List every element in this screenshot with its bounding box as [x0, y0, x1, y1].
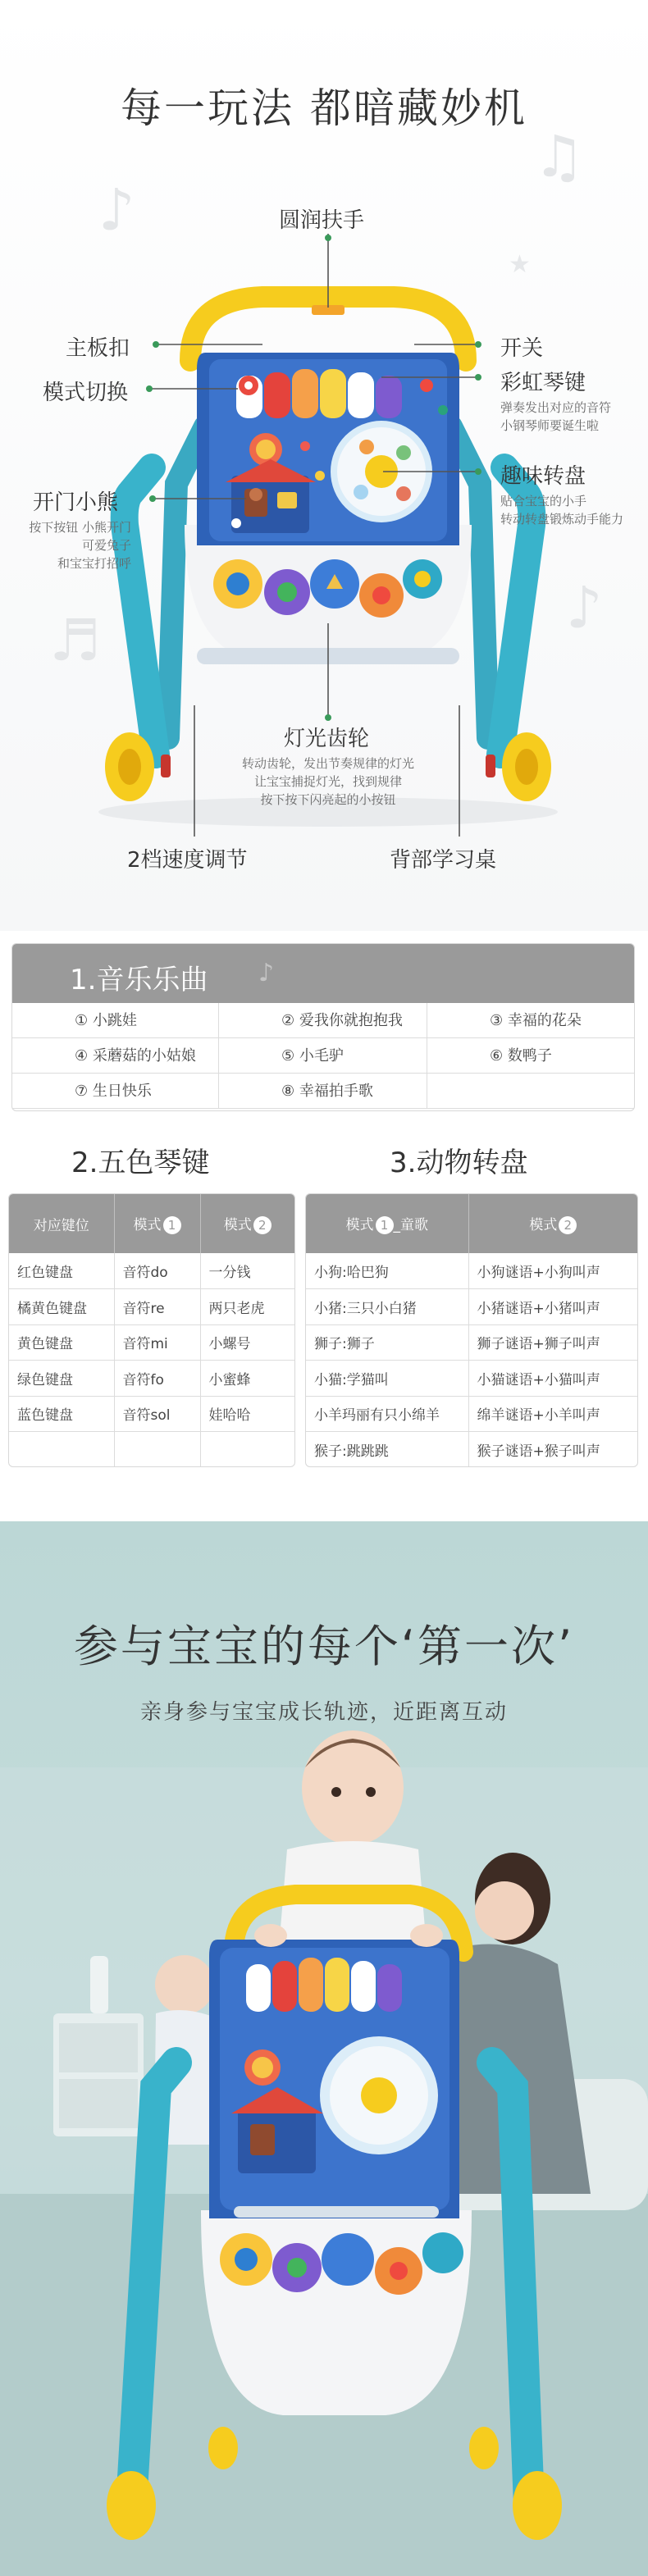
- family-scene-illustration: [0, 1521, 648, 2576]
- songs-grid: [12, 1003, 634, 1109]
- keys-table: [8, 1193, 295, 1467]
- feature-desc-turntable: 贴合宝宝的小手 转动转盘锻炼动手能力: [500, 494, 624, 527]
- keys-header-mode2: 模式 2: [200, 1194, 294, 1253]
- feature-desc-rainbow-keys: 弹奏发出对应的音符 小钢琴师要诞生啦: [500, 400, 612, 433]
- page-title: 每一玩法 都暗藏妙机: [121, 84, 527, 132]
- song-item: ⑥ 数鸭子: [427, 1038, 634, 1074]
- table-row: 小羊玛丽有只小绵羊 绵羊谜语+小羊叫声: [306, 1396, 637, 1432]
- feature-label-speed: 2档速度调节: [127, 848, 248, 873]
- family-title: 参与宝宝的每个‘第一次’: [73, 1621, 575, 1672]
- table-row: 狮子:狮子 狮子谜语+狮子叫声: [306, 1324, 637, 1361]
- song-item: ① 小跳娃: [12, 1003, 219, 1038]
- animals-title: 3.动物转盘: [390, 1147, 528, 1179]
- feature-label-main-buckle: 主板扣: [66, 336, 130, 361]
- table-row: 小猪:三只小白猪 小猪谜语+小猪叫声: [306, 1289, 637, 1325]
- music-note-icon: ♫: [533, 123, 585, 190]
- animals-table: [305, 1193, 638, 1467]
- song-item: ④ 采蘑菇的小姑娘: [12, 1038, 219, 1074]
- feature-desc-door-bear: 按下按钮 小熊开门 可爱兔子 和宝宝打招呼: [29, 520, 131, 571]
- feature-label-rainbow-keys: 彩虹琴键: [500, 371, 586, 395]
- song-item: ⑦ 生日快乐: [12, 1074, 219, 1109]
- music-note-icon: ♬: [49, 607, 101, 674]
- star-icon: ★: [492, 672, 514, 701]
- table-row: 蓝色键盘 音符sol 娃哈哈: [9, 1396, 294, 1432]
- family-subtitle: 亲身参与宝宝成长轨迹，近距离互动: [139, 1700, 508, 1725]
- feature-label-power: 开关: [500, 336, 544, 361]
- songs-table: [11, 943, 635, 1111]
- song-item: ② 爱我你就抱抱我: [219, 1003, 427, 1038]
- keys-header-key: 对应键位: [9, 1194, 114, 1253]
- feature-label-mode-switch: 模式切换: [43, 381, 129, 405]
- music-note-icon: ♪: [566, 574, 603, 641]
- star-icon: ★: [509, 250, 531, 279]
- table-row: 小猫:学猫叫 小猫谜语+小猫叫声: [306, 1361, 637, 1397]
- table-row: 猴子:跳跳跳 猴子谜语+猴子叫声: [306, 1432, 637, 1468]
- table-row: 小狗:哈巴狗 小狗谜语+小狗叫声: [306, 1253, 637, 1289]
- feature-label-turntable: 趣味转盘: [500, 464, 586, 489]
- music-note-icon: ♪: [98, 176, 135, 244]
- table-row: 绿色键盘 音符fo 小蜜蜂: [9, 1361, 294, 1397]
- specs-section: [0, 931, 648, 1521]
- family-section: [0, 1521, 648, 2576]
- table-row: 橘黄色键盘 音符re 两只老虎: [9, 1289, 294, 1325]
- table-row: [9, 1432, 294, 1468]
- table-row: 红色键盘 音符do 一分钱: [9, 1253, 294, 1289]
- keys-title: 2.五色琴键: [71, 1147, 210, 1179]
- feature-label-door-bear: 开门小熊: [33, 490, 119, 515]
- feature-desc-light-gears: 转动齿轮，发出节奏规律的灯光 让宝宝捕捉灯光，找到规律 按下按下闪亮起的小按钮: [241, 756, 414, 807]
- songs-header: [12, 944, 634, 1003]
- animals-header-mode2: 模式 2: [468, 1194, 637, 1253]
- song-item: ⑤ 小毛驴: [219, 1038, 427, 1074]
- song-item: [427, 1074, 634, 1109]
- feature-label-back-desk: 背部学习桌: [390, 848, 497, 873]
- songs-title: 1.音乐乐曲: [70, 964, 208, 996]
- table-row: 黄色键盘 音符mi 小螺号: [9, 1324, 294, 1361]
- feature-label-light-gears: 灯光齿轮: [284, 727, 370, 751]
- music-note-icon: ♪: [258, 959, 275, 987]
- song-item: ⑧ 幸福拍手歌: [219, 1074, 427, 1109]
- feature-section: [0, 0, 648, 931]
- animals-header-mode1: 模式 1 _童歌: [306, 1194, 468, 1253]
- star-icon: ★: [123, 566, 145, 595]
- song-item: ③ 幸福的花朵: [427, 1003, 634, 1038]
- keys-header-mode1: 模式 1: [114, 1194, 200, 1253]
- feature-label-handle: 圆润扶手: [279, 208, 365, 233]
